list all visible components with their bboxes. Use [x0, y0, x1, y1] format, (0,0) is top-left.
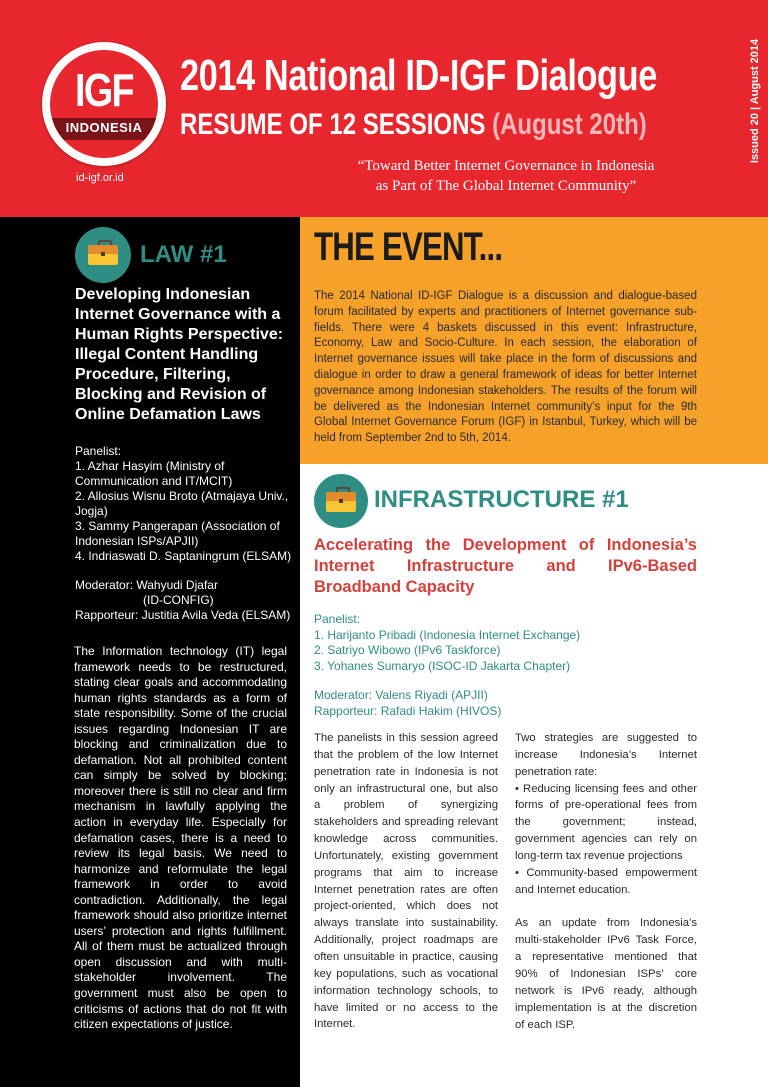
infrastructure-column-2 — [515, 730, 697, 1033]
infra-rapporteur: Rapporteur: Rafadi Hakim (HIVOS) — [314, 703, 502, 718]
infrastructure-column-1 — [314, 730, 498, 1033]
briefcase-glyph — [326, 484, 356, 514]
law-panelist-2: 2. Allosius Wisnu Broto (Atmajaya Univ., Jogja) — [75, 489, 289, 518]
briefcase-icon — [314, 474, 368, 528]
law-summary: The Information technology (IT) legal framework needs to be restructured, stating clear goals and accommodating human rights standards as a form of state responsibility. Some of the crucial issues regarding Indonesian IT are blocking and criminalization due to defamation. Not all prohibited content can simply be solved by blocking; moreover there is still no clear and firm mechanism in lawfully applying the action in everyday life. Especially for defamation cases, there is a need to review its legal basis. We need to harmonize and reformulate the legal framework in order to avoid contradiction. Additionally, the legal framework should also prioritize internet users’ protection and rights fulfillment. All of them must be actualized through open discussion and with multi-stakeholder involvement. The government must also be open to criticisms of actions that do not fit with citizen expectations of justice. — [74, 644, 287, 1032]
infra-panelist-3: 3. Yohanes Sumaryo (ISOC-ID Jakarta Chapter) — [314, 658, 571, 673]
event-heading: THE EVENT... — [314, 225, 503, 269]
infra-moderator: Moderator: Valens Riyadi (APJII) — [314, 688, 488, 702]
infra-strategy-2: • Community-based empowerment and Internet education. — [515, 866, 697, 896]
page-subtitle — [180, 108, 647, 142]
briefcase-clasp — [101, 252, 105, 256]
infra-panelist-2: 2. Satriyo Wibowo (IPv6 Taskforce) — [314, 643, 501, 657]
law-panelist-4: 4. Indriaswati D. Saptaningrum (ELSAM) — [75, 549, 292, 563]
event-description: The 2014 National ID-IGF Dialogue is a discussion and dialogue-based forum facilitated by experts and practitioners of Internet governance sub-fields. There were 4 baskets discussed in this event: Infrastructure, Economy, Law and Socio-Culture. In each session, the elaboration of Internet governance issues will take place in the form of discussions and dialogue in order to draw a general framework of ideas for better Internet governance among Indonesian stakeholders. The results of the forum will be delivered as the Indonesian Internet community’s input for the 9th Global Internet Governance Forum (IGF) in Istanbul, Turkey, which will be held from September 2nd to 5th, 2014. — [314, 290, 697, 445]
infrastructure-session-title: Accelerating the Development of Indonesia’s Internet Infrastructure and IPv6-Based Broadband Capacity — [314, 536, 697, 596]
tagline-line-1: “Toward Better Internet Governance in Indonesia — [357, 158, 655, 174]
tagline — [330, 156, 682, 196]
law-rapporteur: Rapporteur: Justitia Avila Veda (ELSAM) — [75, 608, 291, 622]
spacer — [75, 564, 305, 578]
spacer — [314, 674, 697, 688]
logo-text-indonesia: INDONESIA — [65, 120, 143, 135]
briefcase-glyph — [88, 237, 118, 267]
law-moderator-org: (ID-CONFIG) — [143, 593, 214, 607]
law-session-title: Developing Indonesian Internet Governance with a Human Rights Perspective: Illegal Content Handling Procedure, Filtering, Blocking and Revision of Online Defamation Laws — [75, 286, 284, 423]
briefcase-icon — [75, 227, 131, 283]
page-title: 2014 National ID-IGF Dialogue — [180, 51, 657, 100]
issue-label — [740, 20, 761, 190]
law-panel-info — [75, 444, 305, 623]
spacer — [515, 898, 697, 915]
law-heading: LAW #1 — [140, 241, 227, 268]
infra-panelist-label: Panelist: — [314, 612, 361, 626]
site-url[interactable]: id-igf.or.id — [76, 172, 124, 184]
issue-text: Issued 20 | August 2014 — [749, 38, 761, 164]
infra-panelist-1: 1. Harijanto Pribadi (Indonesia Internet Exchange) — [314, 627, 581, 642]
infra-ipv6-update: As an update from Indonesia’s multi-stakeholder IPv6 Task Force, a representative mentioned that 90% of Indonesian ISPs’ core network is IPv6 ready, although implementation is at the discretion of each ISP. — [515, 917, 697, 1031]
tagline-line-2: as Part of The Global Internet Community” — [375, 178, 637, 194]
logo-text-igf: IGF — [75, 64, 133, 116]
briefcase-clasp — [339, 499, 343, 503]
law-panelist-3: 3. Sammy Pangerapan (Association of Indonesian ISPs/APJII) — [75, 519, 280, 548]
logo-disc — [50, 50, 158, 158]
igf-indonesia-logo — [42, 42, 166, 166]
infra-strategy-1: • Reducing licensing fees and other forms of pre-operational fees from the government; instead, government agencies can rely on long-term tax revenue projections — [515, 782, 697, 862]
infra-col1-text: The panelists in this session agreed that the problem of the low Internet penetration rate in Indonesia is not only an infrastructural one, but also a problem of synergizing stakeholders and spreading relevant knowledge across communities. Unfortunately, existing government programs that aim to increase Internet penetration rates are often project-oriented, which does not always translate into sustainability. Additionally, project roadmaps are often unsuitable in practice, causing key populations, such as vocational information technology schools, to have limited or no access to the Internet. — [314, 732, 498, 1031]
infra-strategies-intro: Two strategies are suggested to increase Indonesia’s Internet penetration rate: — [515, 732, 697, 778]
subtitle-text: RESUME OF 12 SESSIONS — [180, 108, 486, 141]
law-moderator: Moderator: Wahyudi Djafar — [75, 578, 218, 592]
infrastructure-panel-info — [314, 612, 697, 719]
infrastructure-heading: INFRASTRUCTURE #1 — [374, 486, 629, 513]
subtitle-date: (August 20th) — [492, 108, 647, 141]
law-panelist-label: Panelist: — [75, 444, 122, 458]
law-panelist-1: 1. Azhar Hasyim (Ministry of Communication and IT/MCIT) — [75, 459, 233, 488]
